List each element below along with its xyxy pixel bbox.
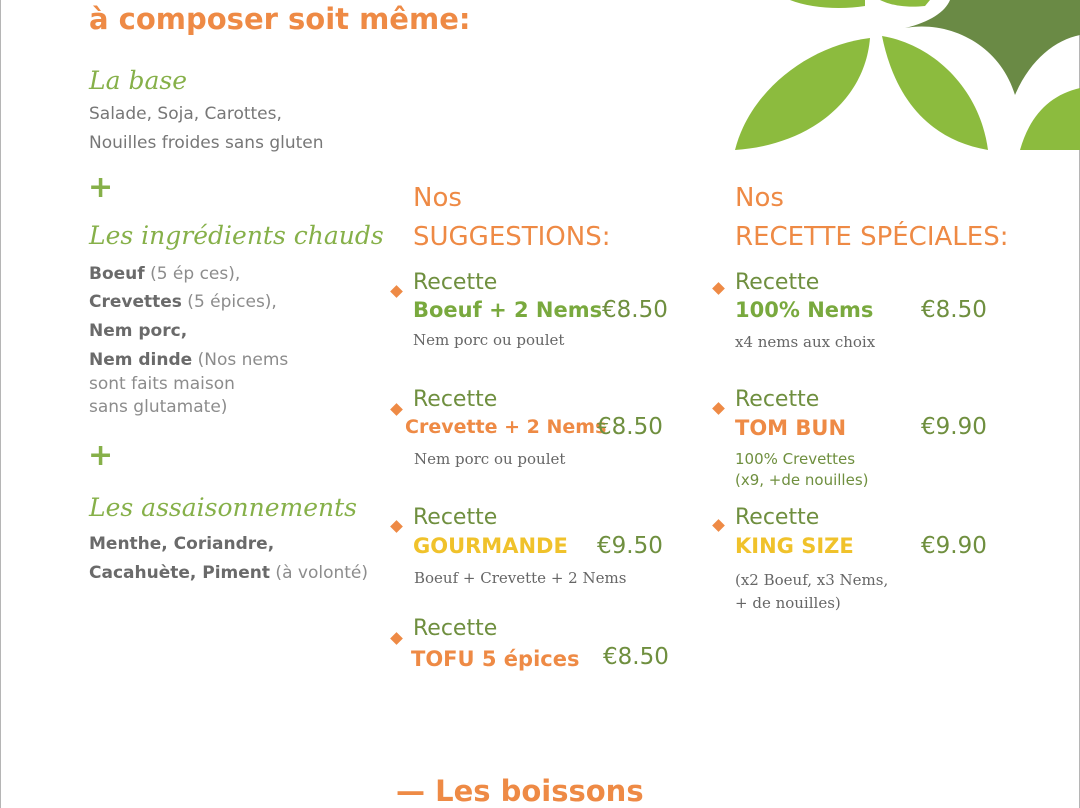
- special-2-desc-1: 100% Crevettes: [735, 450, 856, 468]
- hot-item-3: Nem porc,: [89, 321, 188, 341]
- bullet-diamond-icon: [712, 519, 725, 532]
- suggestion-4-label: Recette: [413, 616, 498, 641]
- drinks-dash: —: [396, 774, 425, 808]
- drinks-title: Les boissons: [435, 774, 644, 808]
- special-3-price: €9.90: [921, 533, 987, 559]
- special-1-name: 100% Nems: [735, 298, 874, 322]
- suggestions-header-1: Nos: [413, 183, 462, 213]
- hot-item-4: Nem dinde (Nos nems: [89, 350, 289, 370]
- suggestion-2-name: Crevette + 2 Nems: [405, 416, 607, 438]
- bullet-diamond-icon: [712, 402, 725, 415]
- suggestion-4-name: TOFU 5 épices: [411, 647, 580, 671]
- suggestions-header-2: SUGGESTIONS:: [413, 222, 611, 252]
- base-title: La base: [89, 66, 187, 95]
- hot-note-line-3: sans glutamate): [89, 397, 228, 417]
- special-3-name: KING SIZE: [735, 534, 854, 558]
- suggestion-2-label: Recette: [413, 387, 498, 412]
- leaf-logo-icon: [730, 0, 1080, 152]
- bullet-diamond-icon: [390, 285, 403, 298]
- hot-note-line-2: sont faits maison: [89, 374, 235, 394]
- suggestion-1-label: Recette: [413, 270, 498, 295]
- hot-item-1: Boeuf (5 ép ces),: [89, 264, 241, 284]
- left-border: [0, 0, 1, 808]
- special-2-name: TOM BUN: [735, 416, 847, 440]
- special-2-label: Recette: [735, 387, 820, 412]
- drinks-heading: [396, 774, 644, 808]
- special-1-desc: x4 nems aux choix: [735, 333, 876, 351]
- seasoning-line-2: Cacahuète, Piment (à volonté): [89, 563, 369, 583]
- suggestion-2-price: €8.50: [597, 414, 663, 440]
- hot-title: Les ingrédients chauds: [89, 221, 384, 250]
- suggestion-4-price: €8.50: [603, 644, 669, 670]
- specials-header-1: Nos: [735, 183, 784, 213]
- seasoning-title: Les assaisonnements: [89, 493, 357, 522]
- special-1-price: €8.50: [921, 297, 987, 323]
- bullet-diamond-icon: [390, 520, 403, 533]
- suggestion-3-name: GOURMANDE: [413, 534, 568, 558]
- intro-heading: à composer soit même:: [89, 2, 471, 36]
- suggestion-2-desc: Nem porc ou poulet: [414, 450, 566, 468]
- bullet-diamond-icon: [390, 403, 403, 416]
- base-line-1: Salade, Soja, Carottes,: [89, 104, 282, 124]
- suggestion-3-desc: Boeuf + Crevette + 2 Nems: [414, 569, 627, 587]
- plus-sign-2: +: [88, 438, 114, 473]
- suggestion-3-label: Recette: [413, 505, 498, 530]
- base-line-2: Nouilles froides sans gluten: [89, 133, 324, 153]
- special-2-desc-2: (x9, +de nouilles): [735, 471, 869, 489]
- special-1-label: Recette: [735, 270, 820, 295]
- suggestion-1-name: Boeuf + 2 Nems: [413, 298, 603, 322]
- suggestion-1-price: €8.50: [602, 297, 668, 323]
- special-3-label: Recette: [735, 505, 820, 530]
- suggestion-3-price: €9.50: [597, 533, 663, 559]
- specials-header-2: RECETTE SPÉCIALES:: [735, 222, 1009, 252]
- bullet-diamond-icon: [712, 282, 725, 295]
- special-2-price: €9.90: [921, 414, 987, 440]
- seasoning-line-1: Menthe, Coriandre,: [89, 534, 275, 554]
- plus-sign-1: +: [88, 170, 114, 205]
- bullet-diamond-icon: [390, 632, 403, 645]
- special-3-desc-1: (x2 Boeuf, x3 Nems,: [735, 571, 889, 589]
- special-3-desc-2: + de nouilles): [735, 594, 841, 612]
- suggestion-1-desc: Nem porc ou poulet: [413, 331, 565, 349]
- hot-item-2: Crevettes (5 épices),: [89, 292, 277, 312]
